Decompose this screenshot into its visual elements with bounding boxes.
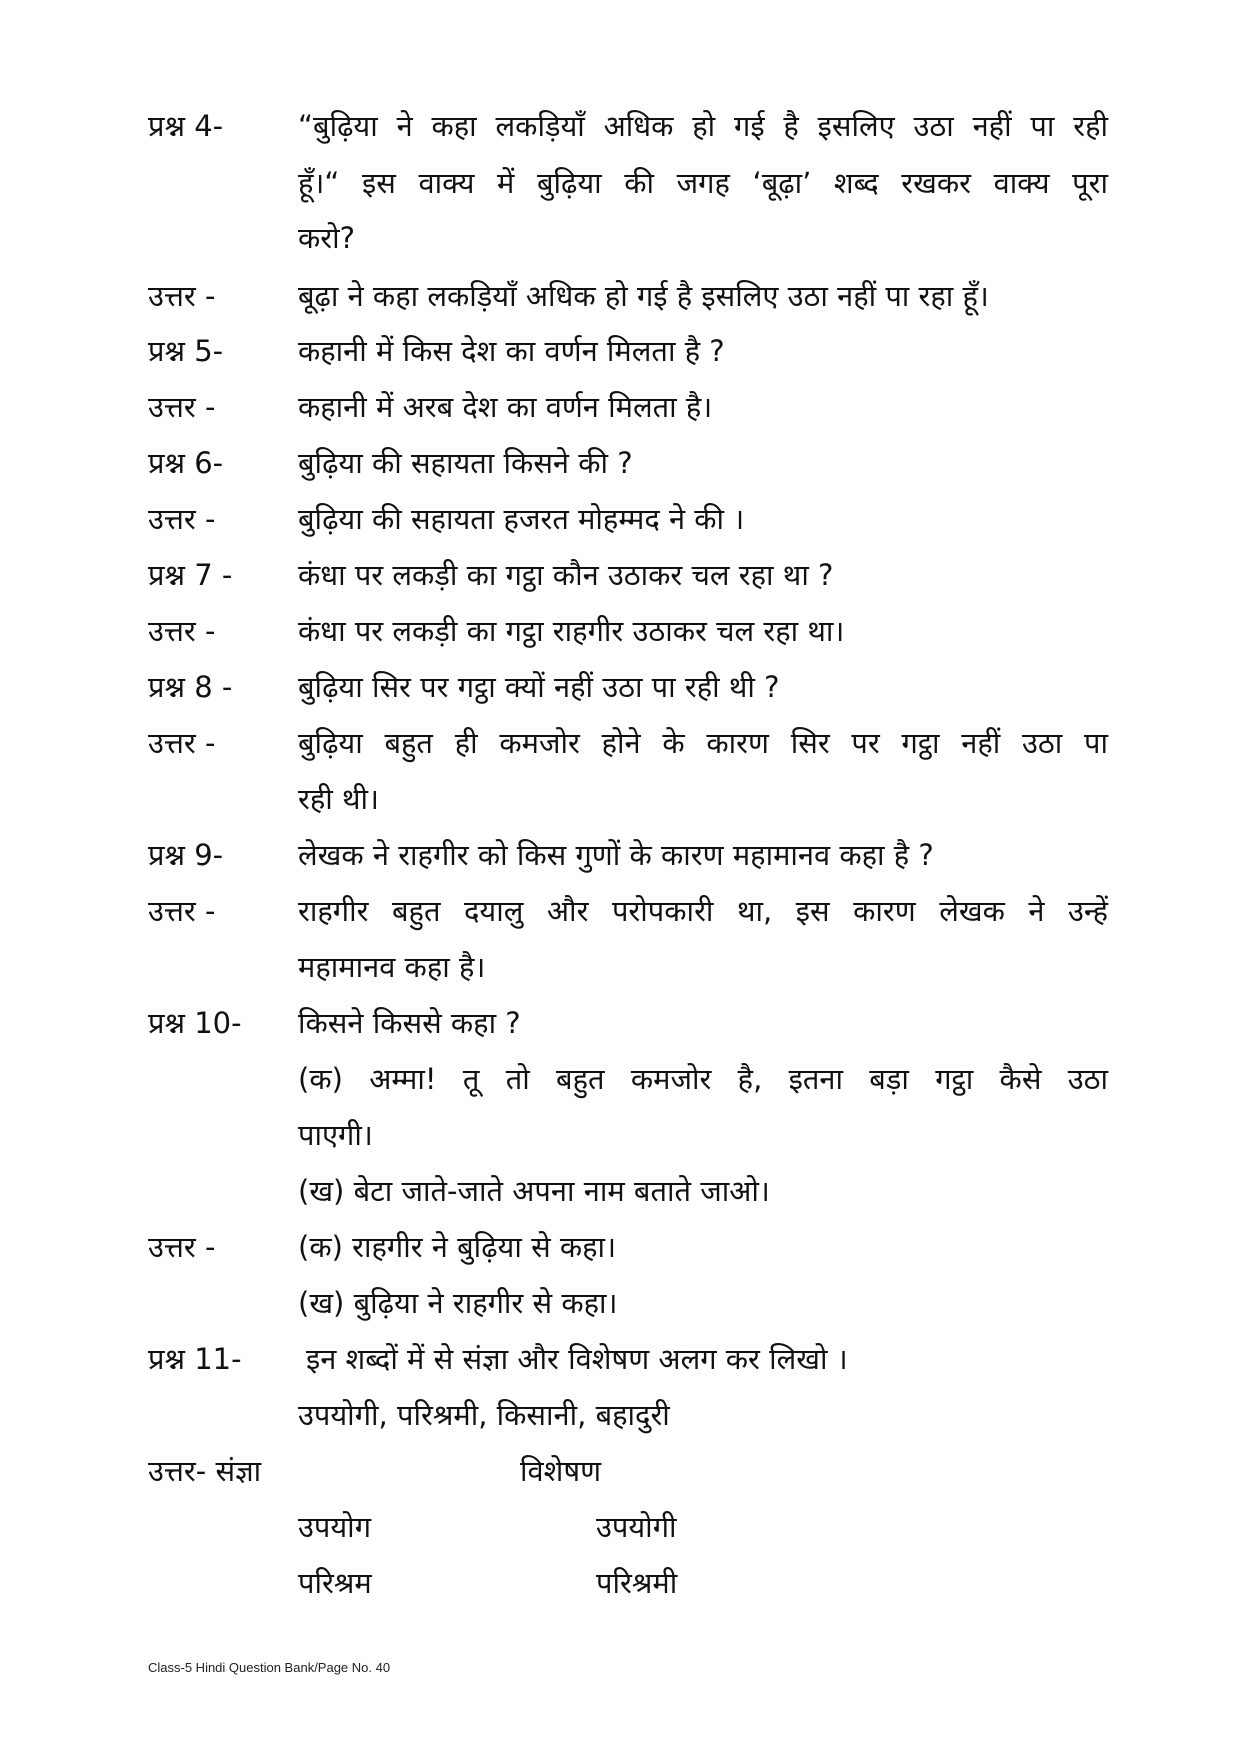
q11-words: उपयोगी, परिश्रमी, किसानी, बहादुरी bbox=[298, 1398, 670, 1432]
q11-text: इन शब्दों में से संज्ञा और विशेषण अलग कर लिखो । bbox=[306, 1342, 848, 1376]
a7-text: कंधा पर लकड़ी का गट्ठा राहगीर उठाकर चल रहा था। bbox=[298, 614, 845, 648]
a11-label: उत्तर- संज्ञा bbox=[148, 1454, 262, 1488]
a8-text-line-1: बुढ़िया बहुत ही कमजोर होने के कारण सिर पर गट्ठा नहीं उठा पा bbox=[298, 726, 1108, 760]
q4-label: प्रश्न 4- bbox=[148, 109, 224, 143]
a11-adjective-1: उपयोगी bbox=[596, 1510, 677, 1544]
q10-ka-line-2: पाएगी। bbox=[298, 1118, 373, 1152]
a4-label: उत्तर - bbox=[148, 279, 216, 313]
q10-kha: (ख) बेटा जाते-जाते अपना नाम बताते जाओ। bbox=[298, 1174, 770, 1208]
q10-ka-line-1: (क) अम्मा! तू तो बहुत कमजोर है, इतना बड़ा गट्ठा कैसे उठा bbox=[298, 1062, 1108, 1096]
a11-noun-2: परिश्रम bbox=[298, 1566, 372, 1600]
q4-text-line-3: करो? bbox=[298, 221, 356, 255]
q8-text: बुढ़िया सिर पर गट्ठा क्यों नहीं उठा पा रही थी ? bbox=[298, 670, 780, 704]
q10-label: प्रश्न 10- bbox=[148, 1006, 242, 1040]
q7-text: कंधा पर लकड़ी का गट्ठा कौन उठाकर चल रहा था ? bbox=[298, 558, 834, 592]
a11-adjective-header: विशेषण bbox=[520, 1454, 602, 1488]
a10-kha: (ख) बुढ़िया ने राहगीर से कहा। bbox=[298, 1286, 618, 1320]
a10-ka: (क) राहगीर ने बुढ़िया से कहा। bbox=[298, 1230, 617, 1264]
q11-label: प्रश्न 11- bbox=[148, 1342, 242, 1376]
q9-label: प्रश्न 9- bbox=[148, 838, 224, 872]
a8-label: उत्तर - bbox=[148, 726, 216, 760]
q10-text: किसने किससे कहा ? bbox=[298, 1006, 521, 1040]
page-footer: Class-5 Hindi Question Bank/Page No. 40 bbox=[148, 1660, 391, 1675]
q5-label: प्रश्न 5- bbox=[148, 334, 224, 368]
a5-label: उत्तर - bbox=[148, 390, 216, 424]
a11-adjective-2: परिश्रमी bbox=[596, 1566, 678, 1600]
q4-text-line-1: “बुढ़िया ने कहा लकड़ियाँ अधिक हो गई है इसलिए उठा नहीं पा रही bbox=[298, 109, 1108, 143]
a4-text: बूढ़ा ने कहा लकड़ियाँ अधिक हो गई है इसलिए उठा नहीं पा रहा हूँ। bbox=[298, 279, 989, 313]
a11-noun-1: उपयोग bbox=[298, 1510, 372, 1544]
a9-text-line-2: महामानव कहा है। bbox=[298, 950, 486, 984]
a7-label: उत्तर - bbox=[148, 614, 216, 648]
q4-text-line-2: हूँ।“ इस वाक्य में बुढ़िया की जगह ‘बूढ़ा’ शब्द रखकर वाक्य पूरा bbox=[298, 166, 1108, 200]
q6-label: प्रश्न 6- bbox=[148, 446, 224, 480]
q9-text: लेखक ने राहगीर को किस गुणों के कारण महामानव कहा है ? bbox=[298, 838, 934, 872]
q5-text: कहानी में किस देश का वर्णन मिलता है ? bbox=[298, 334, 725, 368]
a9-label: उत्तर - bbox=[148, 894, 216, 928]
a9-text-line-1: राहगीर बहुत दयालु और परोपकारी था, इस कारण लेखक ने उन्हें bbox=[298, 894, 1108, 928]
a6-label: उत्तर - bbox=[148, 502, 216, 536]
q6-text: बुढ़िया की सहायता किसने की ? bbox=[298, 446, 633, 480]
q8-label: प्रश्न 8 - bbox=[148, 670, 233, 704]
q7-label: प्रश्न 7 - bbox=[148, 558, 233, 592]
a8-text-line-2: रही थी। bbox=[298, 782, 380, 816]
a10-label: उत्तर - bbox=[148, 1230, 216, 1264]
a5-text: कहानी में अरब देश का वर्णन मिलता है। bbox=[298, 390, 713, 424]
a6-text: बुढ़िया की सहायता हजरत मोहम्मद ने की । bbox=[298, 502, 745, 536]
